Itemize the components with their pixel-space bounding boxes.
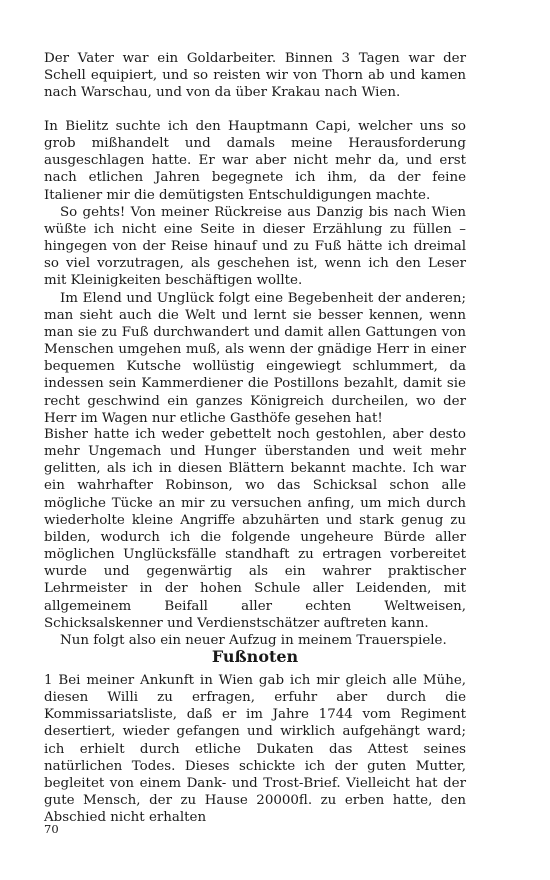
paragraph: Bisher hatte ich weder gebettelt noch gestohlen, aber desto mehr Ungemach und Hunger überstanden und weit mehr gelitten, als ich in diesen Blättern bekannt machte. Ich war ein wahrhafter Robinson, wo das Schicksal schon alle mögliche Tücke an mir zu versuchen anfing, um mich durch wiederholte kleine Angriffe abzuhärten und stark genug zu bilden, wodurch ich die folgende ungeheure Bürde aller möglichen Unglücksfälle standhaft zu ertragen vorbereitet wurde und gegenwärtig als ein wahrer praktischer Lehrmeister in der hohen Schule aller Leidenden, mit allgemeinem Beifall aller echten Weltweisen, Schicksalskenner und Verdienstschätzer auftreten kann. (44, 427, 466, 631)
footnote: 1 Bei meiner Ankunft in Wien gab ich mir gleich alle Mühe, diesen Willi zu erfragen, erfuhr aber durch die Kommissariatsliste, daß er im Jahre 1744 vom Regiment desertiert, wieder gefangen und wirklich aufgehängt ward; ich erhielt durch etliche Dukaten das Attest seines natürlichen Todes. Dieses schickte ich der guten Mutter, begleitet von einem Dank- und Trost-Brief. Vielleicht hat der gute Mensch, der zu Hause 20000fl. zu erben hatte, den Abschied nicht erhalten (44, 673, 466, 826)
footnotes-heading: Fußnoten (211, 647, 299, 666)
text-section-2 (44, 118, 466, 427)
paragraph: Nun folgt also ein neuer Aufzug in meinem Trauerspiele. (60, 632, 447, 648)
text-section-1 (44, 50, 466, 101)
paragraph: Der Vater war ein Goldarbeiter. Binnen 3 Tagen war der Schell equipiert, und so reisten wir von Thorn ab und kamen nach Warschau, und von da über Krakau nach Wien. (44, 51, 466, 101)
paragraph: Im Elend und Unglück folgt eine Begebenheit der anderen; man sieht auch die Welt und lernt sie besser kennen, wenn man sie zu Fuß durchwandert und damit allen Gattungen von Menschen umgehen muß, als wenn der gnädige Herr in einer bequemen Kutsche wollüstig eingewiegt schlummert, da indessen sein Kammerdiener die Postillons bezahlt, damit sie recht geschwind ein ganzes Königreich durcheilen, wo der Herr im Wagen nur etliche Gasthöfe gesehen hat! (44, 290, 466, 426)
paragraph: So gehts! Von meiner Rückreise aus Danzig bis nach Wien wüßte ich nicht eine Seite in dieser Erzählung zu füllen – hingegen von der Reise hinauf und zu Fuß hätte ich dreimal so viel vorzutragen, als geschehen ist, wenn ich den Leser mit Kleinigkeiten beschäftigen wollte. (44, 204, 466, 289)
footnotes-section (44, 672, 466, 826)
paragraph: In Bielitz suchte ich den Hauptmann Capi, welcher uns so grob mißhandelt und damals meine Herausforderung ausgeschlagen hatte. Er war aber nicht mehr da, und erst nach etlichen Jahren begegnete ich ihm, da der feine Italiener mir die demütigsten Entschuldigungen machte. (44, 119, 466, 203)
page-number: 70 (44, 822, 59, 836)
text-section-3 (44, 426, 466, 649)
